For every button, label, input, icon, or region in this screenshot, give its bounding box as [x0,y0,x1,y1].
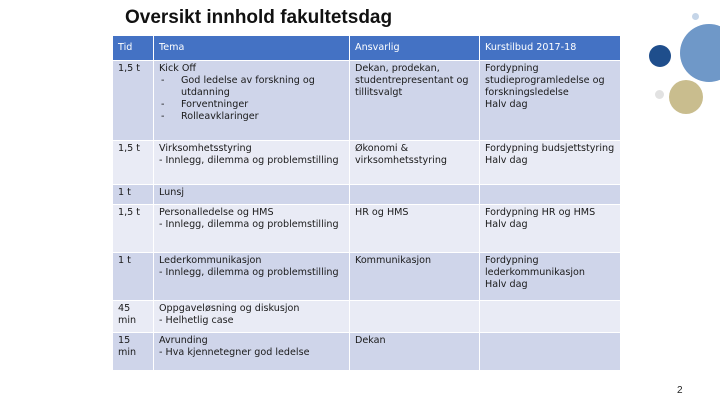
cell-kurstilbud [480,253,621,301]
kurstilbud-line: Fordypning lederkommunikasjon [485,255,585,278]
ansvarlig-line: HR og HMS [355,207,409,218]
tema-title: Lunsj [159,187,185,198]
ansvarlig-line: Kommunikasjon [355,255,432,266]
kurstilbud-line: Halv dag [485,99,528,110]
decorative-circle-gray [655,90,664,99]
cell-ansvarlig [350,205,480,253]
header-kurstilbud: Kurstilbud 2017-18 [480,36,621,61]
cell-tid: 45 min [113,301,154,333]
table-row [113,141,621,185]
cell-ansvarlig [350,333,480,371]
tema-title: Lederkommunikasjon [159,255,262,266]
kurstilbud-line: Halv dag [485,219,528,230]
tema-line: - Innlegg, dilemma og problemstilling [159,155,339,166]
table-row [113,61,621,141]
table-row [113,301,621,333]
table-header-row [113,36,621,61]
tema-line: - Innlegg, dilemma og problemstilling [159,219,339,230]
cell-kurstilbud [480,141,621,185]
kurstilbud-line: Halv dag [485,279,528,290]
kurstilbud-line: Halv dag [485,155,528,166]
tema-bullet-text: Forventninger [181,99,249,110]
tema-bullet-text: God ledelse av forskning og utdanning [181,75,315,98]
cell-tid: 1 t [113,185,154,205]
slide-title: Oversikt innhold fakultetsdag [125,7,393,28]
tema-title: Personalledelse og HMS [159,207,274,218]
cell-tema [154,253,350,301]
cell-tid: 1,5 t [113,205,154,253]
decorative-circle-navy [649,45,671,67]
table-row [113,253,621,301]
tema-line: - Hva kjennetegner god ledelse [159,347,310,358]
tema-bullet: - God ledelse av forskning og utdanning [159,75,345,99]
page-number: 2 [677,385,683,396]
decorative-circle-blue [680,24,720,82]
cell-tema [154,185,350,205]
decorative-circle-tan [669,80,703,114]
cell-tema [154,61,350,141]
header-ansvarlig: Ansvarlig [350,36,480,61]
cell-kurstilbud [480,333,621,371]
agenda-table [112,35,621,371]
cell-tema [154,205,350,253]
cell-ansvarlig [350,141,480,185]
cell-tid: 15 min [113,333,154,371]
cell-ansvarlig [350,185,480,205]
cell-ansvarlig [350,253,480,301]
cell-ansvarlig [350,301,480,333]
cell-kurstilbud [480,205,621,253]
cell-tid: 1 t [113,253,154,301]
ansvarlig-line: Økonomi & virksomhetsstyring [355,143,448,166]
ansvarlig-line: Dekan [355,335,386,346]
cell-ansvarlig [350,61,480,141]
tema-bullet: - Forventninger [161,99,249,110]
cell-tid: 1,5 t [113,61,154,141]
tema-line: - Innlegg, dilemma og problemstilling [159,267,339,278]
header-tid: Tid [113,36,154,61]
kurstilbud-line: Fordypning HR og HMS [485,207,596,218]
header-tema: Tema [154,36,350,61]
cell-kurstilbud [480,301,621,333]
tema-bullet-text: Rolleavklaringer [181,111,259,122]
ansvarlig-line: Dekan, prodekan, studentrepresentant og tillitsvalgt [355,63,469,98]
cell-tid: 1,5 t [113,141,154,185]
cell-tema [154,141,350,185]
tema-line: - Helhetlig case [159,315,234,326]
cell-tema [154,301,350,333]
agenda-body [113,61,621,371]
table-row [113,333,621,371]
kurstilbud-line: Fordypning studieprogramledelse og forskningsledelse [485,63,605,98]
cell-tema [154,333,350,371]
decorative-circle-light [692,13,699,20]
cell-kurstilbud [480,61,621,141]
table-row [113,185,621,205]
cell-kurstilbud [480,185,621,205]
table-row [113,205,621,253]
kurstilbud-line: Fordypning budsjettstyring [485,143,615,154]
tema-title: Virksomhetsstyring [159,143,252,154]
tema-title: Kick Off [159,63,196,74]
tema-bullet: - Rolleavklaringer [161,111,259,122]
tema-title: Oppgaveløsning og diskusjon [159,303,300,314]
tema-title: Avrunding [159,335,208,346]
